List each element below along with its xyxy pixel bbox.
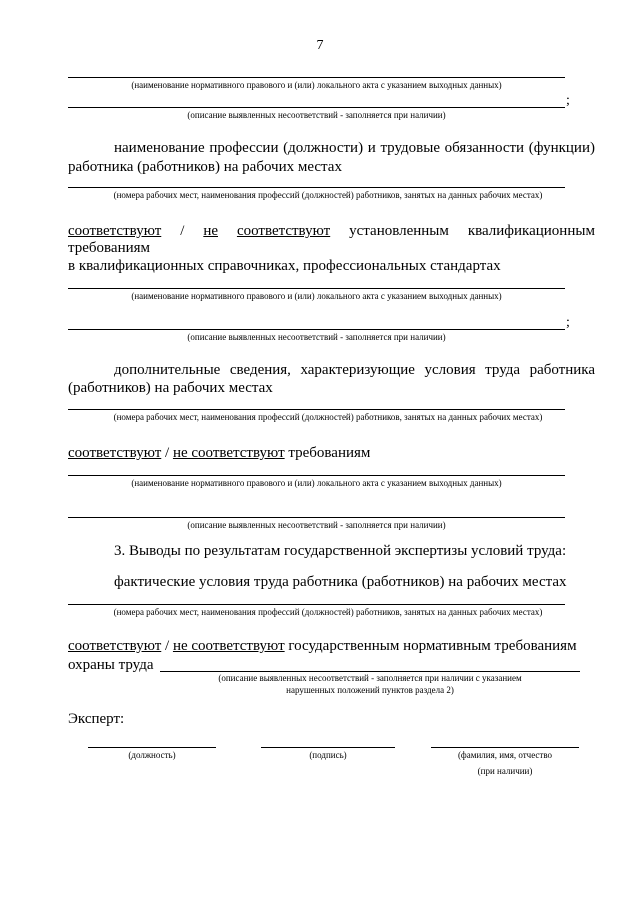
correspond-option-3[interactable]: соответствуют bbox=[68, 445, 162, 461]
act-caption: (наименование нормативного правового и (или) локального акта с указанием выходных данных) bbox=[131, 80, 502, 90]
not-correspond-option[interactable]: не соответствуют bbox=[172, 445, 285, 461]
profession-line-1: наименование профессии (должности) и трудовые обязанности (функции) bbox=[114, 140, 595, 156]
workplaces-caption-3: (номера рабочих мест, наименования профессий (должностей) работников, занятых на данных рабочих местах) bbox=[113, 607, 543, 617]
fullname-caption-2: (при наличии) bbox=[477, 766, 533, 776]
discrepancy-line-2 bbox=[68, 329, 565, 330]
discrepancy-line bbox=[68, 107, 565, 108]
section3-heading: 3. Выводы по результатам государственной экспертизы условий труда: bbox=[114, 543, 567, 559]
workplaces-caption-2: (номера рабочих мест, наименования профессий (должностей) работников, занятых на данных рабочих местах) bbox=[113, 412, 543, 422]
fullname-caption-1: (фамилия, имя, отчество bbox=[457, 750, 553, 760]
act-caption-3: (наименование нормативного правового и (или) локального акта с указанием выходных данных) bbox=[131, 478, 502, 488]
fullname-line bbox=[431, 747, 579, 748]
word-qualification: квалификационным bbox=[467, 223, 595, 239]
semicolon: ; bbox=[566, 93, 570, 108]
expert-label: Эксперт: bbox=[68, 711, 125, 727]
not-option[interactable]: не bbox=[203, 223, 218, 239]
act-line-2 bbox=[68, 288, 565, 289]
qualification-line-2: требованиям bbox=[68, 240, 151, 256]
discrepancy-line-4 bbox=[160, 671, 580, 672]
workplaces-caption-1: (номера рабочих мест, наименования профессий (должностей) работников, занятых на данных рабочих местах) bbox=[113, 190, 543, 200]
page-number: 7 bbox=[316, 38, 324, 53]
actual-conditions: фактические условия труда работника (работников) на рабочих местах bbox=[114, 574, 567, 590]
act-line-3 bbox=[68, 475, 565, 476]
slash: / bbox=[180, 223, 185, 239]
discrepancy-line-3 bbox=[68, 517, 565, 518]
discrepancy-refs-caption-2: нарушенных положений пунктов раздела 2) bbox=[286, 685, 454, 695]
slash-3: / bbox=[165, 638, 170, 654]
correspond-option-2[interactable]: соответствуют bbox=[236, 223, 331, 239]
correspond-option-4[interactable]: соответствуют bbox=[68, 638, 162, 654]
workplaces-line-2 bbox=[68, 409, 565, 410]
position-caption: (должность) bbox=[128, 750, 176, 760]
requirements-line bbox=[68, 444, 370, 463]
word-established: установленным bbox=[349, 223, 449, 239]
discrepancy-refs-caption-1: (описание выявленных несоответствий - заполняется при наличии с указанием bbox=[218, 673, 522, 683]
profession-line-2: работника (работников) на рабочих местах bbox=[68, 159, 342, 175]
requirements-rest: требованиям bbox=[284, 445, 371, 461]
additional-line-2: (работников) на рабочих местах bbox=[68, 380, 273, 396]
discrepancy-caption: (описание выявленных несоответствий - заполняется при наличии) bbox=[187, 110, 446, 120]
qualification-line-3: в квалификационных справочниках, профессиональных стандартах bbox=[68, 258, 501, 274]
position-line bbox=[88, 747, 216, 748]
signature-line bbox=[261, 747, 395, 748]
workplaces-line-1 bbox=[68, 187, 565, 188]
signature-caption: (подпись) bbox=[309, 750, 347, 760]
state-requirements-rest: государственным нормативным требованиям bbox=[284, 638, 577, 654]
additional-line-1: дополнительные сведения, характеризующие условия труда работника bbox=[114, 362, 595, 378]
slash-2: / bbox=[165, 445, 170, 461]
semicolon-2: ; bbox=[566, 315, 570, 330]
labor-protection: охраны труда bbox=[68, 657, 154, 673]
not-correspond-option-2[interactable]: не соответствуют bbox=[172, 638, 285, 654]
discrepancy-caption-2: (описание выявленных несоответствий - заполняется при наличии) bbox=[187, 332, 446, 342]
act-line bbox=[68, 77, 565, 78]
discrepancy-caption-3: (описание выявленных несоответствий - заполняется при наличии) bbox=[187, 520, 446, 530]
correspond-option[interactable]: соответствуют bbox=[68, 223, 162, 239]
state-requirements-line bbox=[68, 637, 577, 656]
workplaces-line-3 bbox=[68, 604, 565, 605]
act-caption-2: (наименование нормативного правового и (или) локального акта с указанием выходных данных) bbox=[131, 291, 502, 301]
